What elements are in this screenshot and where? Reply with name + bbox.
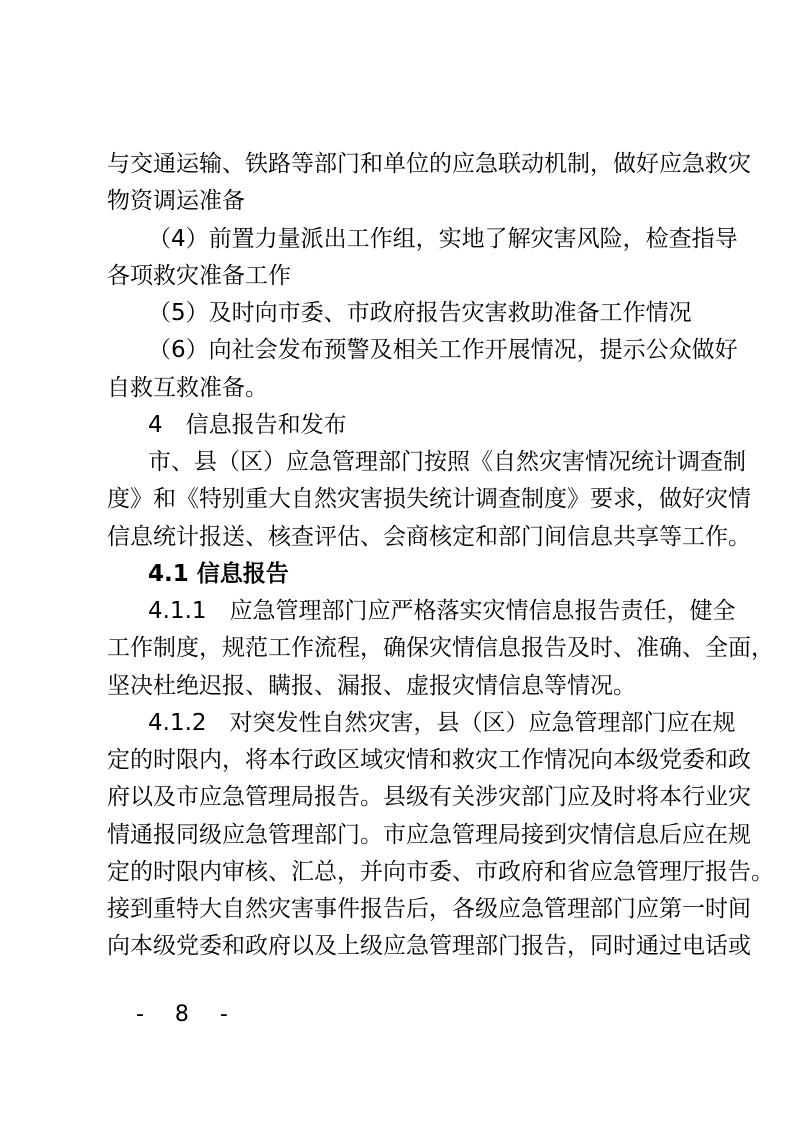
text-line: 物资调运准备 [107, 188, 245, 215]
text-line: 坚决杜绝迟报、瞒报、漏报、虚报灾情信息等情况。 [107, 672, 636, 699]
text-line: 向本级党委和政府以及上级应急管理部门报告，同时通过电话或 [107, 933, 751, 960]
text-line: 市、县（区）应急管理部门按照《自然灾害情况统计调查制 [148, 449, 746, 475]
text-line: 4.1.1 应急管理部门应严格落实灾情信息报告责任，健全 [148, 598, 736, 624]
text-line: （6）向社会发布预警及相关工作开展情况，提示公众做好 [148, 337, 738, 364]
paragraph [107, 295, 699, 332]
text-line: （5）及时向市委、市政府报告灾害救助准备工作情况 [148, 300, 692, 326]
text-line: 自救互救准备。 [107, 374, 268, 401]
page-number: - 8 - [136, 1002, 240, 1027]
text-line: 4.1.2 对突发性自然灾害，县（区）应急管理部门应在规 [148, 709, 736, 736]
text-line: 定的时限内审核、汇总，并向市委、市政府和省应急管理厅报告。 [107, 858, 774, 885]
text-line: 接到重特大自然灾害事件报告后，各级应急管理部门应第一时间 [107, 896, 751, 922]
text-line: 定的时限内，将本行政区域灾情和救灾工作情况向本级党委和政 [107, 747, 751, 773]
document-body [107, 146, 774, 966]
section-heading [107, 556, 699, 593]
text-line: 与交通运输、铁路等部门和单位的应急联动机制，做好应急救灾 [107, 151, 751, 177]
text-line: 工作制度，规范工作流程，确保灾情信息报告及时、准确、全面， [107, 635, 774, 662]
paragraph [107, 332, 738, 407]
paragraph [107, 444, 751, 556]
text-line: 信息统计报送、核查评估、会商核定和部门间信息共享等工作。 [107, 523, 751, 550]
text-line: （4）前置力量派出工作组，实地了解灾害风险，检查指导 [148, 225, 738, 252]
paragraph [107, 705, 774, 966]
section-heading [107, 407, 699, 444]
text-line: 4.1 信息报告 [148, 560, 289, 587]
text-line: 4 信息报告和发布 [148, 411, 347, 438]
text-line: 各项救灾准备工作 [107, 262, 291, 289]
text-line: 情通报同级应急管理部门。市应急管理局接到灾情信息后应在规 [107, 821, 751, 848]
paragraph [107, 146, 751, 221]
paragraph [107, 221, 738, 296]
text-line: 府以及市应急管理局报告。县级有关涉灾部门应及时将本行业灾 [107, 784, 751, 811]
text-line: 度》和《特别重大自然灾害损失统计调查制度》要求，做好灾情 [107, 486, 751, 513]
paragraph [107, 593, 774, 705]
